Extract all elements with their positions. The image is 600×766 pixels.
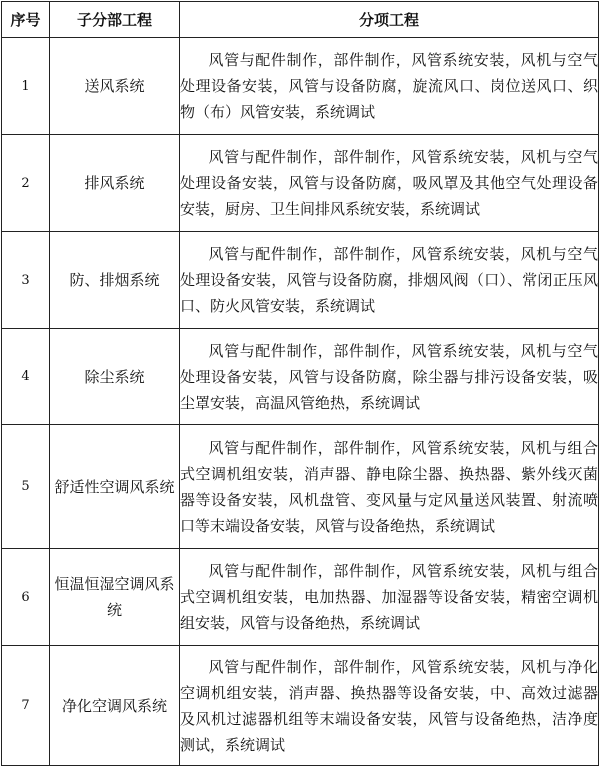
- row-items-text: 风管与配件制作，部件制作，风管系统安装，风机与净化空调机组安装，消声器、换热器等设备安装，中、高效过滤器及风机过滤器机组等末端设备安装，风管与设备绝热，洁净度测试，系统调试: [180, 657, 598, 754]
- row-index: 3: [2, 232, 50, 329]
- row-items-text: 风管与配件制作，部件制作，风管系统安装，风机与组合式空调机组安装，消声器、静电除尘器、换热器、紫外线灭菌器等设备安装，风机盘管、变风量与定风量送风装置、射流喷口等末端设备安装，风管与设备绝热，系统调试: [180, 438, 598, 535]
- row-items-text: 风管与配件制作，部件制作，风管系统安装，风机与空气处理设备安装，风管与设备防腐，排烟风阀（口）、常闭正压风口、防火风管安装，系统调试: [180, 245, 598, 315]
- row-index: 4: [2, 329, 50, 425]
- row-subdivision-name: 送风系统: [50, 38, 180, 135]
- row-items-cell: [180, 549, 599, 646]
- row-items-cell: [180, 232, 599, 329]
- header-subdivision: 子分部工程: [50, 2, 180, 38]
- row-index: 1: [2, 38, 50, 135]
- row-subdivision-name: 舒适性空调风系统: [50, 425, 180, 549]
- row-subdivision-name: 排风系统: [50, 135, 180, 232]
- table-row: [2, 135, 599, 232]
- row-items-cell: [180, 425, 599, 549]
- row-items-text: 风管与配件制作，部件制作，风管系统安装，风机与空气处理设备安装，风管与设备防腐，除尘器与排污设备安装，吸尘罩安装，高温风管绝热，系统调试: [180, 341, 598, 412]
- row-index: 6: [2, 549, 50, 646]
- table-row: [2, 232, 599, 329]
- row-items-text: 风管与配件制作，部件制作，风管系统安装，风机与组合式空调机组安装，电加热器、加湿器等设备安装，精密空调机组安装，风管与设备绝热，系统调试: [180, 562, 598, 632]
- row-subdivision-name: 防、排烟系统: [50, 232, 180, 329]
- row-subdivision-name: 净化空调风系统: [50, 646, 180, 766]
- row-subdivision-name: 恒温恒湿空调风系统: [50, 549, 180, 646]
- row-items-cell: [180, 135, 599, 232]
- row-index: 2: [2, 135, 50, 232]
- row-items-cell: [180, 329, 599, 425]
- row-subdivision-name: 除尘系统: [50, 329, 180, 425]
- table-row: [2, 646, 599, 766]
- row-items-text: 风管与配件制作，部件制作，风管系统安装，风机与空气处理设备安装，风管与设备防腐，吸风罩及其他空气处理设备安装，厨房、卫生间排风系统安装，系统调试: [180, 148, 598, 218]
- table-row: [2, 549, 599, 646]
- table-row: [2, 38, 599, 135]
- header-items: 分项工程: [180, 2, 599, 38]
- row-index: 5: [2, 425, 50, 549]
- subdivision-table: [1, 1, 599, 766]
- row-items-text: 风管与配件制作，部件制作，风管系统安装，风机与空气处理设备安装，风管与设备防腐，旋流风口、岗位送风口、织物（布）风管安装，系统调试: [180, 51, 598, 121]
- table-row: [2, 425, 599, 549]
- table-row: [2, 329, 599, 425]
- row-index: 7: [2, 646, 50, 766]
- header-index: 序号: [2, 2, 50, 38]
- row-items-cell: [180, 38, 599, 135]
- row-items-cell: [180, 646, 599, 766]
- table-header-row: [2, 2, 599, 38]
